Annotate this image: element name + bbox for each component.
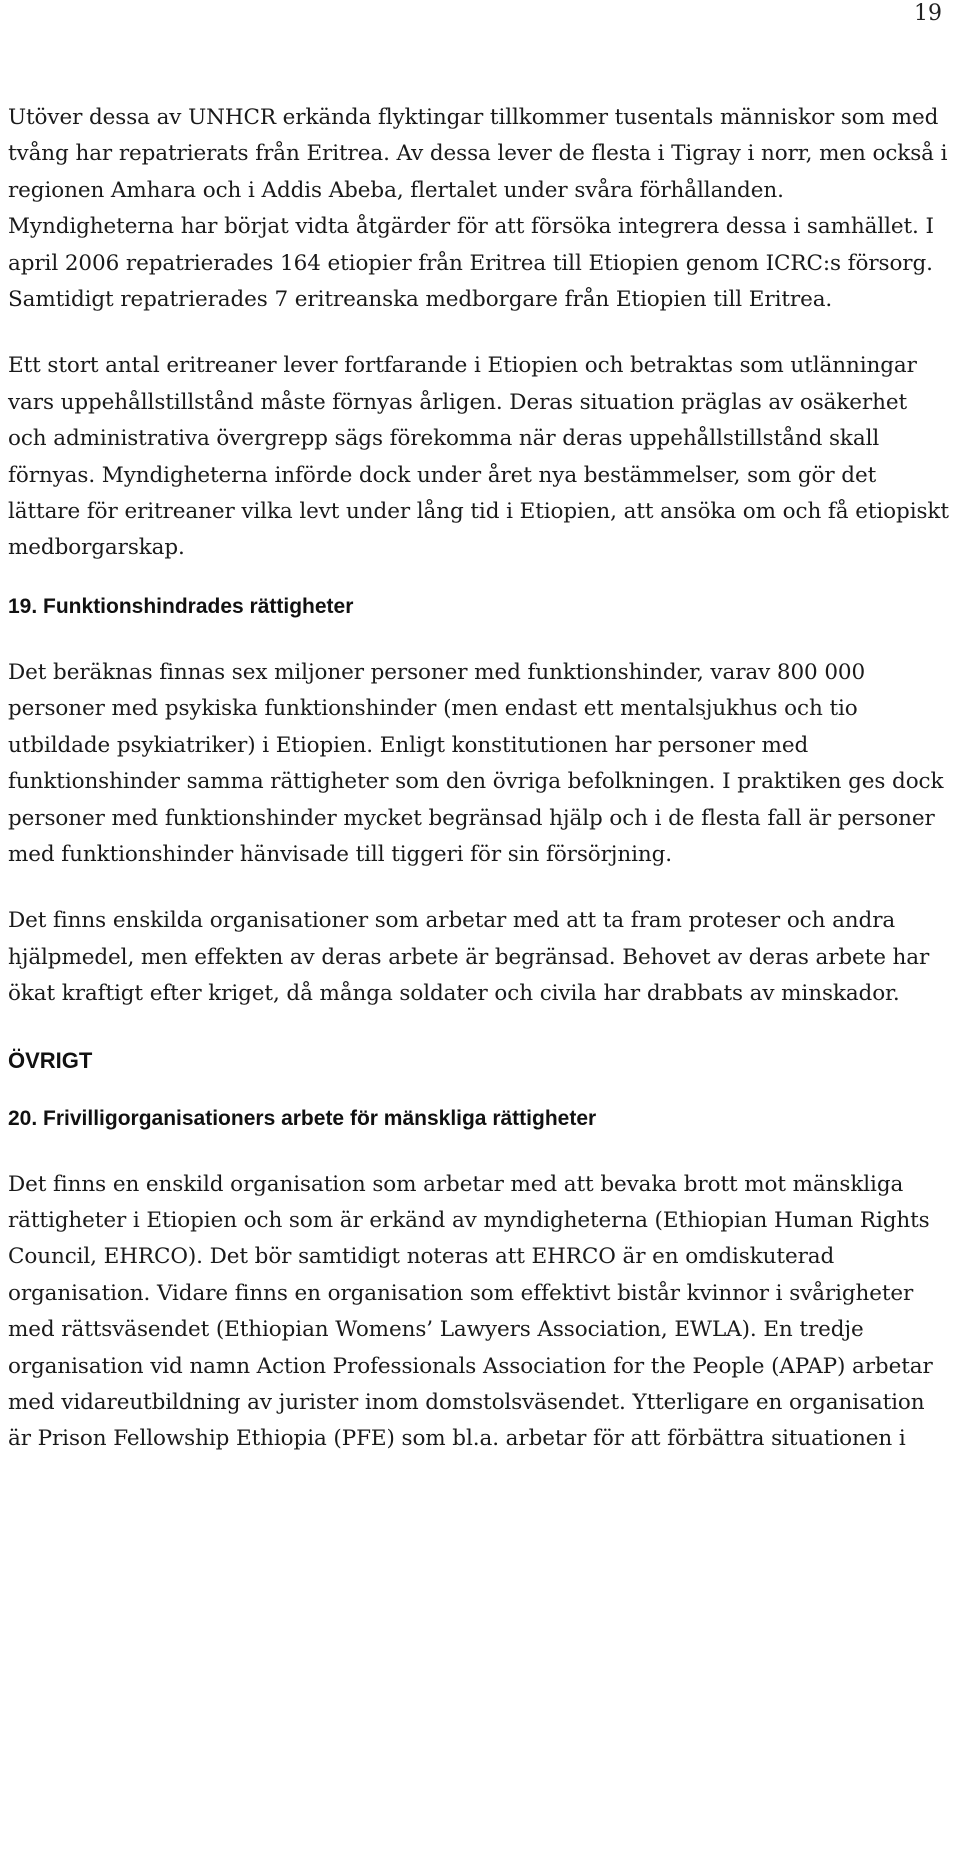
paragraph-eritreans: Ett stort antal eritreaner lever fortfarande i Etiopien och betraktas som utlänningar vars uppehållstillstånd måste förnyas årligen. Deras situation präglas av osäkerhet och administrativa övergrepp sägs förekomma när deras uppehållstillstånd skall förnyas. Myndigheterna införde dock under året nya bestämmelser, som gör det lättare för eritreaner vilka levt under lång tid i Etiopien, att ansöka om och få etiopiskt medborgarskap. bbox=[8, 353, 949, 561]
paragraph-ngos: Det finns en enskild organisation som arbetar med att bevaka brott mot mänskliga rättigheter i Etiopien och som är erkänd av myndigheterna (Ethiopian Human Rights Council, EHRCO). Det bör samtidigt noteras att EHRCO är en omdiskuterad organisation. Vidare finns en organisation som effektivt bistår kvinnor i svårigheter med rättsväsendet (Ethiopian Womens’ Lawyers Association, EWLA). En tredje organisation vid namn Action Professionals Association for the People (APAP) arbetar med vidareutbildning av jurister inom domstolsväsendet. Ytterligare en organisation är Prison Fellowship Ethiopia (PFE) som bl.a. arbetar för att förbättra situationen i bbox=[8, 1171, 933, 1452]
paragraph-returnees: Utöver dessa av UNHCR erkända flyktingar tillkommer tusentals människor som med tvång har repatrierats från Eritrea. Av dessa lever de flesta i Tigray i norr, men också i regionen Amhara och i Addis Abeba, flertalet under svåra förhållanden. Myndigheterna har börjat vidta åtgärder för att försöka integrera dessa i samhället. I april 2006 repatrierades 164 etiopier från Eritrea till Etiopien genom ICRC:s försorg. Samtidigt repatrierades 7 eritreanska medborgare från Etiopien till Eritrea. bbox=[8, 105, 948, 313]
section-heading-19: 19. Funktionshindrades rättigheter bbox=[8, 594, 354, 618]
section-heading-ovrigt: ÖVRIGT bbox=[8, 1047, 93, 1073]
page-number: 19 bbox=[914, 1, 942, 26]
paragraph-disability-2: Det finns enskilda organisationer som arbetar med att ta fram proteser och andra hjälpmedel, men effekten av deras arbete är begränsad. Behovet av deras arbete har ökat kraftigt efter kriget, då många soldater och civila har drabbats av minskador. bbox=[8, 908, 930, 1007]
document-body bbox=[8, 100, 952, 1458]
section-heading-20: 20. Frivilligorganisationers arbete för mänskliga rättigheter bbox=[8, 1106, 597, 1130]
paragraph-disability-1: Det beräknas finnas sex miljoner personer med funktionshinder, varav 800 000 personer med psykiska funktionshinder (men endast ett mentalsjukhus och tio utbildade psykiatriker) i Etiopien. Enligt konstitutionen har personer med funktionshinder samma rättigheter som den övriga befolkningen. I praktiken ges dock personer med funktionshinder mycket begränsad hjälp och i de flesta fall är personer med funktionshinder hänvisade till tiggeri för sin försörjning. bbox=[8, 659, 944, 867]
